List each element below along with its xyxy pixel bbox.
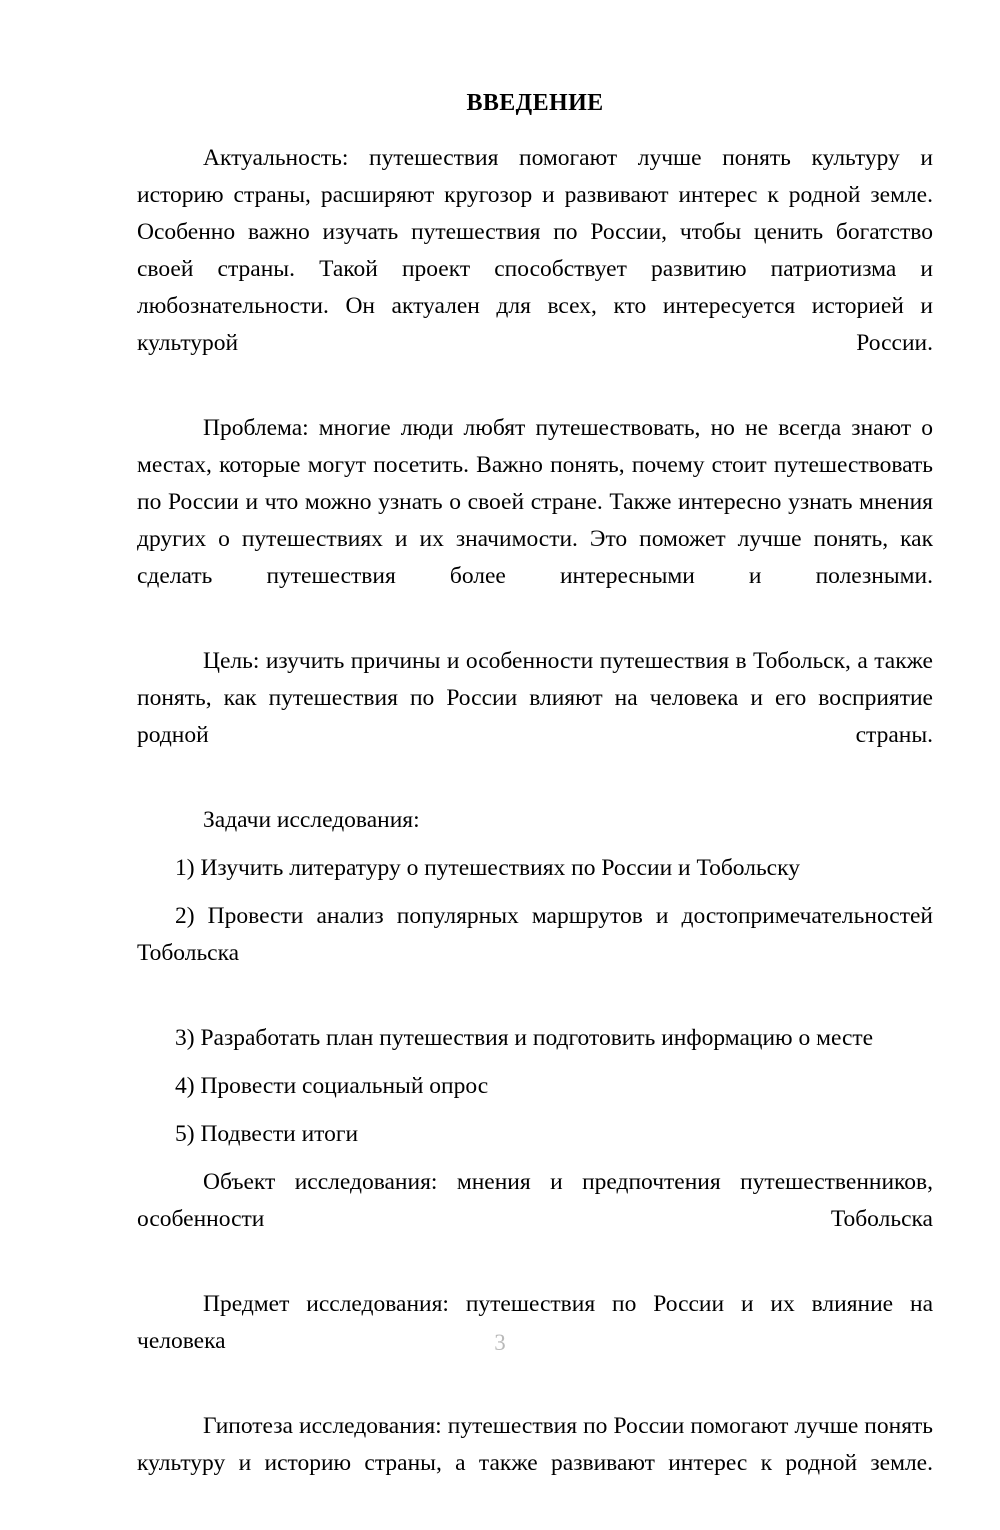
paragraph-object: Объект исследования: мнения и предпочтения путешественников, особенности Тобольска [137, 1169, 933, 1232]
list-item: 4) Провести социальный опрос [175, 1073, 489, 1099]
list-item: 1) Изучить литературу о путешествиях по России и Тобольску [175, 855, 800, 881]
paragraph-hypothesis: Гипотеза исследования: путешествия по России помогают лучше понять культуру и историю страны, а также развивают интерес к родной земле. [137, 1413, 933, 1476]
paragraph-subject: Предмет исследования: путешествия по России и их влияние на человека [137, 1291, 933, 1354]
tasks-heading: Задачи исследования: [203, 807, 420, 833]
paragraph-relevance: Актуальность: путешествия помогают лучше понять культуру и историю страны, расширяют кругозор и развивают интерес к родной земле. Особенно важно изучать путешествия по России, чтобы ценить богатство своей страны. Такой проект способствует развитию патриотизма и любознательности. Он актуален для всех, кто интересуется историей и культурой России. [137, 145, 933, 356]
document-body [137, 88, 933, 1530]
list-item: 2) Провести анализ популярных маршрутов и достопримечательностей Тобольска [137, 903, 933, 966]
page-number: 3 [494, 1330, 506, 1355]
paragraph-problem: Проблема: многие люди любят путешествовать, но не всегда знают о местах, которые могут посетить. Важно понять, почему стоит путешествовать по России и что можно узнать о своей стране. Также интересно узнать мнения других о путешествиях и их значимости. Это поможет лучше понять, как сделать путешествия более интересными и полезными. [137, 415, 933, 589]
list-item: 5) Подвести итоги [175, 1121, 359, 1147]
paragraph-goal: Цель: изучить причины и особенности путешествия в Тобольск, а также понять, как путешествия по России влияют на человека и его восприятие родной страны. [137, 648, 933, 748]
list-item: 3) Разработать план путешествия и подготовить информацию о месте [175, 1025, 874, 1051]
page-title: ВВЕДЕНИЕ [466, 90, 604, 116]
